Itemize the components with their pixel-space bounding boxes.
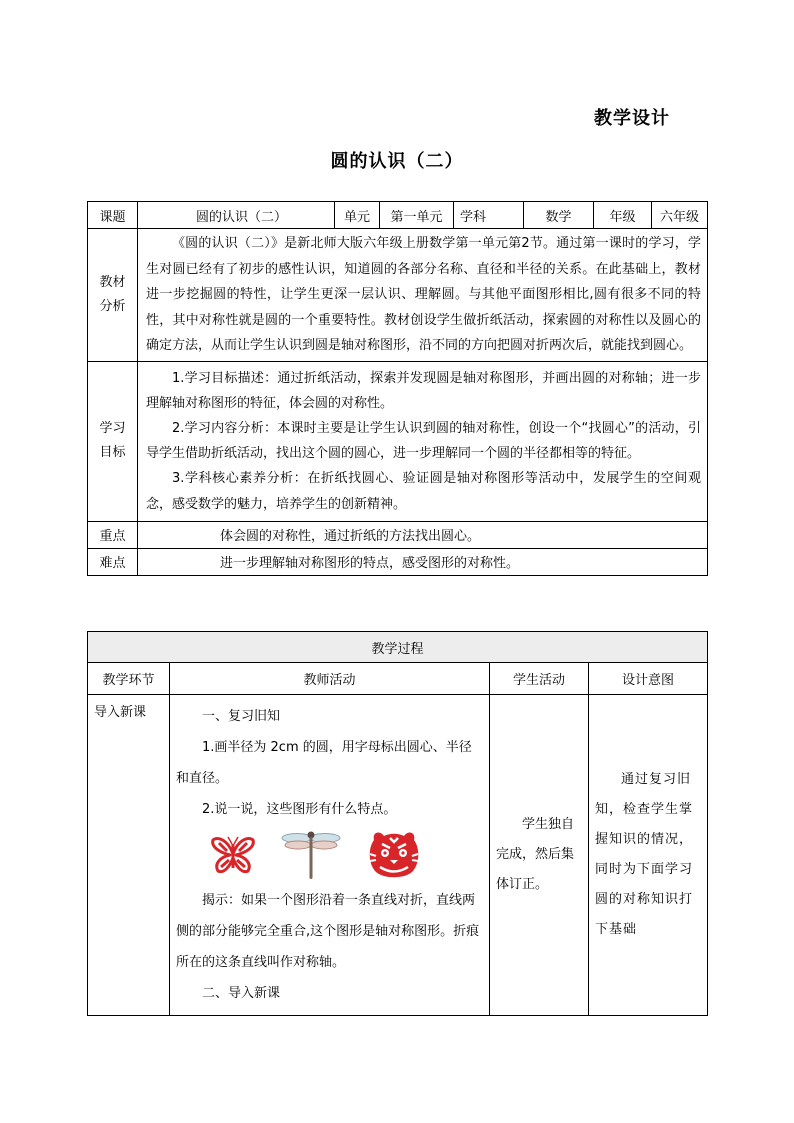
column-header-stage: 教学环节 (88, 663, 170, 695)
teacher-step-2: 2.说一说，这些图形有什么特点。 (202, 802, 397, 817)
difficulty-label: 难点 (88, 548, 138, 575)
course-label: 课题 (88, 202, 138, 229)
butterfly-icon (210, 834, 256, 876)
goal-item: 3.学科核心素养分析：在折纸找圆心、验证圆是轴对称图形等活动中，发展学生的空间观念，感受数学的魅力，培养学生的创新精神。 (146, 471, 701, 512)
course-value: 圆的认识（二） (138, 202, 335, 229)
analysis-label-line2: 分析 (99, 298, 126, 314)
goals-row (88, 361, 708, 521)
teacher-heading-new: 二、导入新课 (202, 986, 281, 1001)
analysis-text: 《圆的认识（二）》是新北师大版六年级上册数学第一单元第2节。通过第一课时的学习，学生对圆已经有了初步的感性认识，知道圆的各部分名称、直径和半径的关系。在此基础上，教材进一步挖掘圆的特性，让学生更深一层认识、理解圆。与其他平面图形相比,圆有很多不同的特性，其中对称性就是圆的一个重要特性。教材创设学生做折纸活动，探索圆的对称性以及圆心的确定方法，从而让学生认识到圆是轴对称图形，沿不同的方向把圆对折两次后，就能找到圆心。 (138, 229, 708, 362)
course-row (88, 202, 708, 229)
student-activity (490, 695, 589, 1016)
difficulty-text: 进一步理解轴对称图形的特点，感受图形的对称性。 (138, 548, 708, 575)
subject-value: 数学 (524, 202, 594, 229)
grade-value: 六年级 (652, 202, 708, 229)
teacher-reveal: 揭示：如果一个图形沿着一条直线对折，直线两侧的部分能够完全重合,这个图形是轴对称图形。折痕所在的这条直线叫作对称轴。 (176, 893, 480, 970)
teaching-process-table (87, 631, 708, 1016)
teacher-heading-review: 一、复习旧知 (202, 709, 281, 724)
lesson-info-table (87, 201, 708, 576)
teacher-activity (170, 695, 490, 1016)
process-column-headers (88, 663, 708, 695)
design-intent-text: 通过复习旧知，检查学生掌握知识的情况，同时为下面学习圆的对称知识打下基础 (595, 772, 694, 937)
analysis-label (88, 229, 138, 362)
process-title: 教学过程 (88, 632, 708, 663)
analysis-row (88, 229, 708, 362)
stage-name: 导入新课 (88, 695, 170, 1016)
process-row-intro (88, 695, 708, 1016)
goals-label (88, 361, 138, 521)
key-label: 重点 (88, 521, 138, 548)
goal-item: 2.学习内容分析：本课时主要是让学生认识到圆的轴对称性，创设一个“找圆心”的活动，引导学生借助折纸活动，找出这个圆的圆心，进一步理解同一个圆的半径都相等的特征。 (146, 420, 701, 462)
column-header-teacher: 教师活动 (170, 663, 490, 695)
subject-label: 学科 (454, 202, 524, 229)
tiger-face-icon (366, 830, 422, 880)
grade-label: 年级 (594, 202, 652, 229)
unit-value: 第一单元 (380, 202, 454, 229)
page-title: 圆的认识（二） (330, 151, 464, 172)
symmetry-pictures (176, 827, 481, 883)
key-row (88, 521, 708, 548)
difficulty-row (88, 548, 708, 575)
goals-label-line2: 目标 (99, 445, 126, 461)
doc-header-label: 教学设计 (594, 108, 670, 129)
process-title-row (88, 632, 708, 663)
goals-cell (138, 361, 708, 521)
student-activity-text: 学生独自完成，然后集体订正。 (496, 817, 575, 892)
goals-label-line1: 学习 (99, 421, 126, 437)
key-text: 体会圆的对称性，通过折纸的方法找出圆心。 (138, 521, 708, 548)
teacher-step-1: 1.画半径为 2cm 的圆，用字母标出圆心、半径和直径。 (176, 740, 472, 786)
column-header-student: 学生活动 (490, 663, 589, 695)
goal-item: 1.学习目标描述：通过折纸活动，探索并发现圆是轴对称图形，并画出圆的对称轴；进一步理解轴对称图形的特征，体会圆的对称性。 (146, 370, 701, 411)
dragonfly-icon (280, 829, 342, 881)
column-header-intent: 设计意图 (589, 663, 708, 695)
design-intent (589, 695, 708, 1016)
unit-label: 单元 (335, 202, 380, 229)
analysis-label-line1: 教材 (99, 274, 126, 290)
